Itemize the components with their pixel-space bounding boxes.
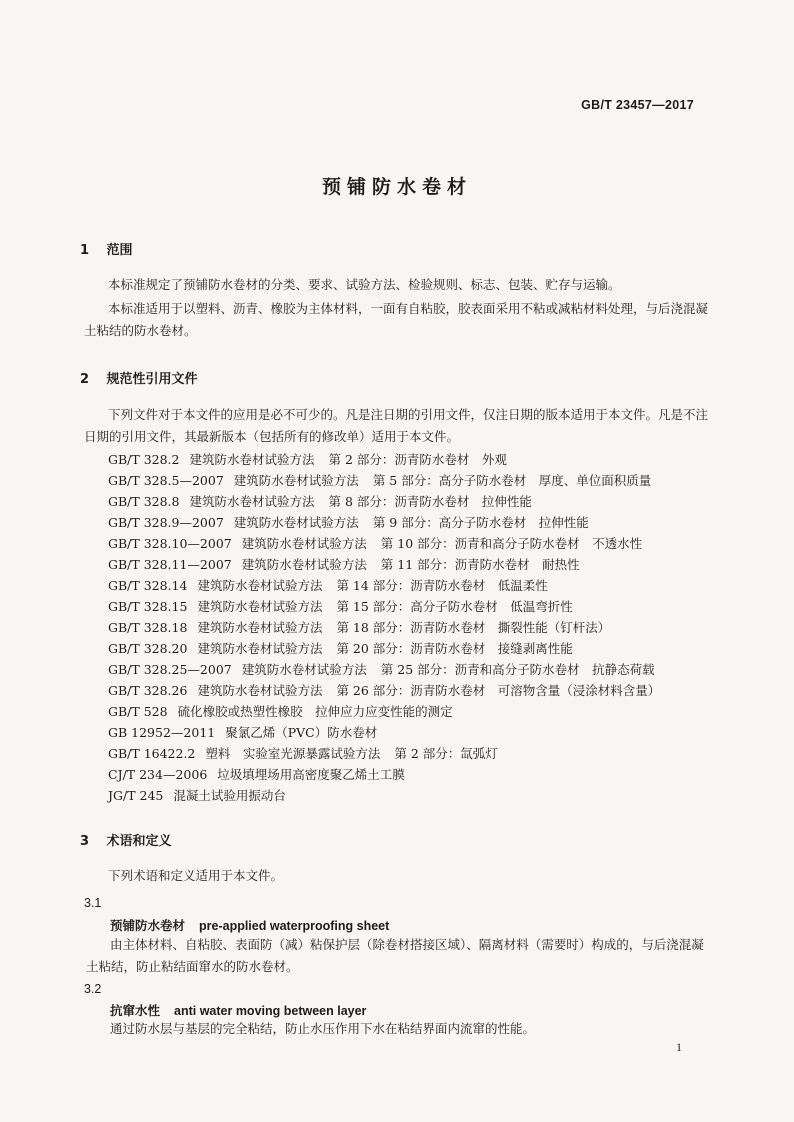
reference-item: GB/T 328.2 建筑防水卷材试验方法 第 2 部分：沥青防水卷材 外观 bbox=[108, 452, 507, 467]
document-title: 预铺防水卷材 bbox=[321, 176, 472, 198]
standard-number: GB/T 23457—2017 bbox=[581, 98, 694, 112]
terms-intro: 下列术语和定义适用于本文件。 bbox=[108, 868, 284, 883]
reference-item: GB/T 328.11—2007 建筑防水卷材试验方法 第 11 部分：沥青防水卷材 耐热性 bbox=[108, 557, 580, 572]
section-number: 3 bbox=[80, 834, 90, 849]
term-heading bbox=[110, 916, 389, 934]
scope-paragraph-1: 本标准规定了预铺防水卷材的分类、要求、试验方法、检验规则、标志、包装、贮存与运输。 bbox=[108, 277, 621, 292]
term-definition: 由主体材料、自粘胶、表面防（减）粘保护层（除卷材搭接区域）、隔离材料（需要时）构成的，与后浇混凝土粘结，防止粘结面窜水的防水卷材。 bbox=[86, 937, 704, 974]
section-number: 1 bbox=[80, 243, 90, 258]
reference-item: GB 12952—2011 聚氯乙烯（PVC）防水卷材 bbox=[108, 725, 378, 740]
reference-item: GB/T 528 硫化橡胶或热塑性橡胶 拉伸应力应变性能的测定 bbox=[108, 704, 453, 719]
reference-item: GB/T 328.25—2007 建筑防水卷材试验方法 第 25 部分：沥青和高分子防水卷材 抗静态荷载 bbox=[108, 662, 655, 677]
reference-item: GB/T 328.15 建筑防水卷材试验方法 第 15 部分：高分子防水卷材 低温弯折性 bbox=[108, 599, 573, 614]
reference-item: GB/T 328.14 建筑防水卷材试验方法 第 14 部分：沥青防水卷材 低温柔性 bbox=[108, 578, 548, 593]
reference-list bbox=[108, 449, 660, 806]
section-title: 范围 bbox=[106, 243, 133, 258]
page-number: 1 bbox=[676, 1040, 682, 1054]
reference-item: GB/T 16422.2 塑料 实验室光源暴露试验方法 第 2 部分：氙弧灯 bbox=[108, 746, 498, 761]
term-zh: 预铺防水卷材 bbox=[110, 918, 186, 933]
section-number: 2 bbox=[80, 372, 90, 387]
reference-item: GB/T 328.9—2007 建筑防水卷材试验方法 第 9 部分：高分子防水卷材 拉伸性能 bbox=[108, 515, 589, 530]
reference-item: GB/T 328.26 建筑防水卷材试验方法 第 26 部分：沥青防水卷材 可溶物含量（浸涂材料含量） bbox=[108, 683, 661, 698]
term-en: pre-applied waterproofing sheet bbox=[199, 919, 390, 933]
term-number: 3.2 bbox=[84, 982, 102, 996]
term-zh: 抗窜水性 bbox=[110, 1003, 161, 1018]
reference-item: GB/T 328.10—2007 建筑防水卷材试验方法 第 10 部分：沥青和高分子防水卷材 不透水性 bbox=[108, 536, 643, 551]
reference-item: GB/T 328.20 建筑防水卷材试验方法 第 20 部分：沥青防水卷材 接缝剥离性能 bbox=[108, 641, 573, 656]
section-2-heading bbox=[80, 368, 198, 387]
references-intro: 下列文件对于本文件的应用是必不可少的。凡是注日期的引用文件，仅注日期的版本适用于本文件。凡是不注日期的引用文件，其最新版本（包括所有的修改单）适用于本文件。 bbox=[84, 407, 709, 444]
term-heading bbox=[110, 1001, 366, 1019]
section-title: 术语和定义 bbox=[106, 834, 172, 849]
section-3-heading bbox=[80, 830, 172, 849]
term-definition: 通过防水层与基层的完全粘结，防止水压作用下水在粘结界面内流窜的性能。 bbox=[110, 1021, 536, 1036]
scope-paragraph-2: 本标准适用于以塑料、沥青、橡胶为主体材料，一面有自粘胶，胶表面采用不粘或减粘材料处理，与后浇混凝土粘结的防水卷材。 bbox=[84, 301, 709, 338]
term-number: 3.1 bbox=[84, 896, 102, 910]
reference-item: CJ/T 234—2006 垃圾填埋场用高密度聚乙烯土工膜 bbox=[108, 767, 405, 782]
section-1-heading bbox=[80, 239, 133, 258]
reference-item: GB/T 328.18 建筑防水卷材试验方法 第 18 部分：沥青防水卷材 撕裂性能（钉杆法） bbox=[108, 620, 611, 635]
reference-item: GB/T 328.8 建筑防水卷材试验方法 第 8 部分：沥青防水卷材 拉伸性能 bbox=[108, 494, 532, 509]
section-title: 规范性引用文件 bbox=[106, 372, 198, 387]
term-en: anti water moving between layer bbox=[174, 1004, 367, 1018]
reference-item: GB/T 328.5—2007 建筑防水卷材试验方法 第 5 部分：高分子防水卷材 厚度、单位面积质量 bbox=[108, 473, 652, 488]
reference-item: JG/T 245 混凝土试验用振动台 bbox=[108, 788, 286, 803]
